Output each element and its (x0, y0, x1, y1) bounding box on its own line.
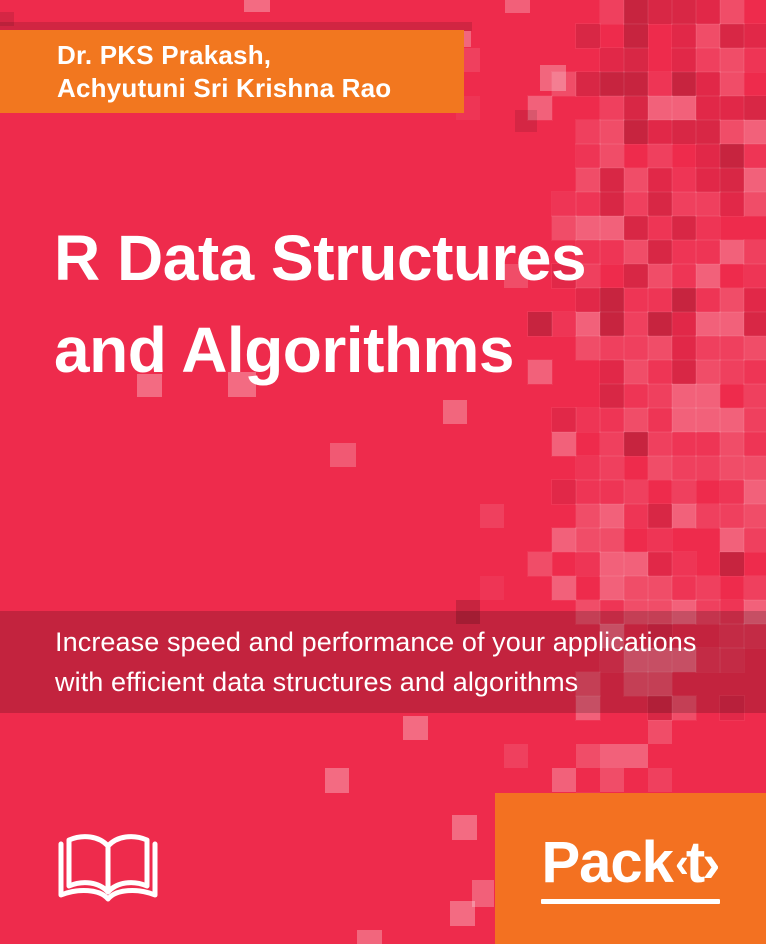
packt-logo (541, 829, 720, 904)
packt-logo-pack: Pack (541, 829, 673, 895)
mosaic-tile (696, 72, 720, 96)
mosaic-tile (648, 336, 672, 360)
mosaic-tile (648, 288, 672, 312)
mosaic-tile (648, 312, 672, 336)
mosaic-tile (720, 192, 744, 216)
mosaic-tile (744, 120, 766, 144)
mosaic-tile (540, 65, 566, 91)
mosaic-tile (648, 528, 672, 552)
author-name-line1: Dr. PKS Prakash, (57, 39, 272, 70)
mosaic-tile (624, 480, 648, 504)
mosaic-tile (720, 408, 744, 432)
mosaic-tile (552, 768, 576, 792)
mosaic-tile (576, 528, 600, 552)
mosaic-tile (515, 110, 537, 132)
mosaic-tile (443, 400, 467, 424)
mosaic-tile (696, 120, 720, 144)
mosaic-tile (720, 552, 744, 576)
mosaic-tile (600, 240, 624, 264)
mosaic-tile (480, 504, 504, 528)
mosaic-tile (672, 504, 696, 528)
mosaic-tile (600, 168, 624, 192)
mosaic-tile (696, 216, 720, 240)
mosaic-tile (744, 576, 766, 600)
mosaic-tile (696, 24, 720, 48)
mosaic-tile (720, 24, 744, 48)
mosaic-tile (600, 456, 624, 480)
mosaic-tile (672, 552, 696, 576)
mosaic-tile (648, 720, 672, 744)
mosaic-tile (552, 576, 576, 600)
mosaic-tile (600, 336, 624, 360)
mosaic-tile (744, 504, 766, 528)
mosaic-tile (648, 504, 672, 528)
publisher-square (495, 793, 766, 944)
mosaic-tile (624, 24, 648, 48)
packt-logo-open-chevron-icon: ‹ (674, 838, 688, 886)
mosaic-tile (330, 443, 356, 467)
mosaic-tile (600, 504, 624, 528)
mosaic-tile (744, 240, 766, 264)
mosaic-tile (720, 504, 744, 528)
mosaic-tile (696, 576, 720, 600)
mosaic-tile (744, 144, 766, 168)
mosaic-tile (600, 744, 624, 768)
mosaic-tile (624, 120, 648, 144)
mosaic-tile (624, 576, 648, 600)
mosaic-tile (450, 901, 475, 926)
mosaic-tile (600, 480, 624, 504)
book-title-line1: R Data Structures (54, 222, 587, 294)
mosaic-tile (696, 336, 720, 360)
mosaic-tile (648, 240, 672, 264)
packt-logo-t: t (685, 829, 705, 895)
mosaic-tile (600, 360, 624, 384)
mosaic-tile (672, 456, 696, 480)
mosaic-tile (600, 384, 624, 408)
mosaic-tile (672, 432, 696, 456)
mosaic-tile (720, 96, 744, 120)
mosaic-tile (720, 240, 744, 264)
mosaic-tile (624, 384, 648, 408)
mosaic-tile (648, 576, 672, 600)
mosaic-tile (744, 168, 766, 192)
mosaic-tile (600, 216, 624, 240)
mosaic-tile (472, 880, 494, 907)
mosaic-tile (696, 504, 720, 528)
mosaic-tile (624, 432, 648, 456)
mosaic-tile (720, 72, 744, 96)
mosaic-tile (696, 288, 720, 312)
packt-logo-close-chevron-icon: › (702, 831, 720, 894)
mosaic-tile (504, 744, 528, 768)
mosaic-tile (648, 768, 672, 792)
mosaic-tile (696, 96, 720, 120)
mosaic-tile (624, 192, 648, 216)
mosaic-tile (696, 0, 720, 24)
mosaic-tile (576, 72, 600, 96)
mosaic-tile (672, 288, 696, 312)
mosaic-tile (672, 312, 696, 336)
mosaic-tile (696, 264, 720, 288)
mosaic-tile (672, 408, 696, 432)
mosaic-tile (624, 48, 648, 72)
mosaic-tile (624, 336, 648, 360)
mosaic-tile (744, 96, 766, 120)
mosaic-tile (672, 0, 696, 24)
mosaic-tile (600, 552, 624, 576)
mosaic-tile (600, 312, 624, 336)
subtitle-line2: with efficient data structures and algorithms (55, 667, 579, 697)
mosaic-tile (744, 480, 766, 504)
mosaic-tile (720, 336, 744, 360)
mosaic-tile (744, 432, 766, 456)
mosaic-tile (528, 552, 552, 576)
mosaic-tile (672, 96, 696, 120)
mosaic-tile (600, 48, 624, 72)
mosaic-tile (720, 48, 744, 72)
mosaic-tile (672, 360, 696, 384)
mosaic-tile (672, 216, 696, 240)
mosaic-tile (624, 360, 648, 384)
mosaic-tile (744, 360, 766, 384)
mosaic-tile (744, 48, 766, 72)
mosaic-tile (672, 72, 696, 96)
mosaic-tile (576, 480, 600, 504)
mosaic-tile (624, 552, 648, 576)
packt-logo-underline (541, 899, 719, 904)
mosaic-tile (648, 120, 672, 144)
mosaic-tile (576, 144, 600, 168)
mosaic-tile (552, 408, 576, 432)
mosaic-tile (624, 408, 648, 432)
mosaic-tile (744, 408, 766, 432)
mosaic-tile (600, 432, 624, 456)
mosaic-tile (576, 552, 600, 576)
mosaic-tile (624, 72, 648, 96)
mosaic-tile (576, 456, 600, 480)
mosaic-tile (720, 0, 744, 24)
subtitle-band (0, 611, 766, 713)
mosaic-tile (576, 504, 600, 528)
mosaic-tile (672, 336, 696, 360)
mosaic-tile (505, 0, 530, 13)
mosaic-tile (624, 312, 648, 336)
mosaic-tile (696, 432, 720, 456)
mosaic-tile (624, 168, 648, 192)
mosaic-tile (744, 288, 766, 312)
mosaic-tile (696, 360, 720, 384)
book-title-line2: and Algorithms (54, 314, 514, 386)
mosaic-tile (648, 264, 672, 288)
mosaic-tile (357, 930, 382, 944)
mosaic-tile (648, 144, 672, 168)
author-banner (0, 30, 464, 113)
mosaic-tile (720, 168, 744, 192)
mosaic-tile (696, 456, 720, 480)
mosaic-tile (720, 360, 744, 384)
mosaic-tile (552, 480, 576, 504)
mosaic-tile (600, 192, 624, 216)
mosaic-tile (720, 312, 744, 336)
mosaic-tile (576, 24, 600, 48)
mosaic-tile (672, 120, 696, 144)
mosaic-tile (744, 384, 766, 408)
mosaic-tile (744, 336, 766, 360)
mosaic-tile (648, 216, 672, 240)
mosaic-tile (403, 716, 428, 740)
mosaic-tile (600, 120, 624, 144)
mosaic-tile (648, 72, 672, 96)
mosaic-tile (696, 144, 720, 168)
mosaic-tile (648, 168, 672, 192)
mosaic-tile (696, 312, 720, 336)
mosaic-tile (624, 264, 648, 288)
mosaic-tile (672, 24, 696, 48)
mosaic-tile (672, 168, 696, 192)
mosaic-tile (720, 432, 744, 456)
mosaic-tile (624, 288, 648, 312)
mosaic-tile (720, 528, 744, 552)
mosaic-tile (600, 144, 624, 168)
mosaic-tile (552, 432, 576, 456)
mosaic-tile (744, 264, 766, 288)
mosaic-tile (720, 456, 744, 480)
mosaic-tile (576, 408, 600, 432)
mosaic-tile (696, 384, 720, 408)
mosaic-tile (600, 0, 624, 24)
mosaic-tile (720, 144, 744, 168)
mosaic-tile (672, 192, 696, 216)
mosaic-tile (325, 768, 349, 793)
mosaic-tile (672, 264, 696, 288)
mosaic-tile (600, 96, 624, 120)
mosaic-tile (744, 456, 766, 480)
mosaic-tile (744, 192, 766, 216)
mosaic-tile (624, 744, 648, 768)
mosaic-tile (696, 192, 720, 216)
mosaic-tile (648, 96, 672, 120)
mosaic-tile (696, 408, 720, 432)
mosaic-tile (624, 216, 648, 240)
mosaic-tile (648, 360, 672, 384)
mosaic-tile (648, 408, 672, 432)
mosaic-tile (624, 240, 648, 264)
mosaic-tile (672, 240, 696, 264)
book-title (54, 212, 586, 396)
mosaic-tile (648, 192, 672, 216)
mosaic-tile (744, 528, 766, 552)
mosaic-tile (744, 24, 766, 48)
mosaic-tile (600, 528, 624, 552)
packt-logo-text (541, 829, 720, 895)
mosaic-tile (624, 504, 648, 528)
mosaic-tile (576, 744, 600, 768)
mosaic-tile (696, 168, 720, 192)
mosaic-tile (244, 0, 270, 12)
mosaic-tile (648, 552, 672, 576)
mosaic-tile (696, 240, 720, 264)
mosaic-tile (672, 384, 696, 408)
mosaic-tile (600, 768, 624, 792)
mosaic-tile (672, 480, 696, 504)
mosaic-tile (648, 384, 672, 408)
mosaic-tile (648, 0, 672, 24)
mosaic-tile (696, 48, 720, 72)
mosaic-tile (648, 456, 672, 480)
mosaic-tile (720, 480, 744, 504)
mosaic-tile (720, 120, 744, 144)
mosaic-tile (720, 288, 744, 312)
open-book-icon (56, 828, 160, 915)
mosaic-tile (552, 528, 576, 552)
mosaic-tile (600, 576, 624, 600)
mosaic-tile (624, 0, 648, 24)
mosaic-tile (672, 576, 696, 600)
author-name-line2: Achyutuni Sri Krishna Rao (57, 72, 392, 103)
mosaic-tile (672, 48, 696, 72)
mosaic-tile (576, 120, 600, 144)
mosaic-tile (744, 312, 766, 336)
mosaic-tile (452, 815, 477, 840)
mosaic-tile (576, 168, 600, 192)
mosaic-tile (624, 96, 648, 120)
mosaic-tile (600, 72, 624, 96)
mosaic-tile (480, 576, 504, 600)
subtitle-line1: Increase speed and performance of your applications (55, 627, 697, 657)
mosaic-tile (600, 408, 624, 432)
mosaic-tile (600, 288, 624, 312)
mosaic-tile (648, 432, 672, 456)
